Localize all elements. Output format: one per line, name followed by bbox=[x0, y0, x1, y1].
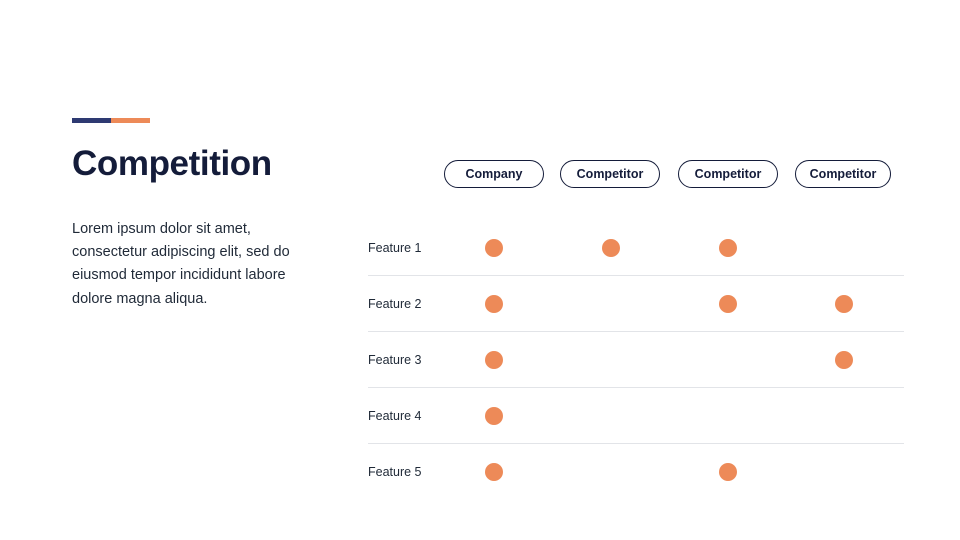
table-row bbox=[368, 220, 904, 276]
accent-bar-navy-segment bbox=[72, 118, 111, 123]
column-header-company[interactable]: Company bbox=[444, 160, 544, 188]
row-label-feature-4: Feature 4 bbox=[368, 408, 422, 423]
row-label-feature-3: Feature 3 bbox=[368, 352, 422, 367]
slide-left-column bbox=[72, 118, 352, 311]
page-title: Competition bbox=[72, 144, 272, 183]
column-header-competitor-1[interactable]: Competitor bbox=[560, 160, 660, 188]
accent-bar bbox=[72, 118, 150, 123]
filled-circle-icon bbox=[835, 295, 853, 313]
filled-circle-icon bbox=[485, 463, 503, 481]
body-paragraph: Lorem ipsum dolor sit amet, consectetur adipiscing elit, sed do eiusmod tempor incididunt labore dolore magna aliqua. bbox=[72, 220, 290, 307]
column-header-competitor-3[interactable]: Competitor bbox=[795, 160, 891, 188]
table-row bbox=[368, 444, 904, 499]
filled-circle-icon bbox=[485, 239, 503, 257]
accent-bar-orange-segment bbox=[111, 118, 150, 123]
row-label-feature-2: Feature 2 bbox=[368, 296, 422, 311]
filled-circle-icon bbox=[719, 463, 737, 481]
filled-circle-icon bbox=[485, 295, 503, 313]
filled-circle-icon bbox=[485, 407, 503, 425]
filled-circle-icon bbox=[835, 351, 853, 369]
table-row bbox=[368, 276, 904, 332]
table-body bbox=[368, 220, 904, 499]
row-label-feature-5: Feature 5 bbox=[368, 464, 422, 479]
table-row bbox=[368, 388, 904, 444]
column-header-competitor-2[interactable]: Competitor bbox=[678, 160, 778, 188]
comparison-table bbox=[368, 160, 904, 499]
table-row bbox=[368, 332, 904, 388]
filled-circle-icon bbox=[719, 295, 737, 313]
filled-circle-icon bbox=[719, 239, 737, 257]
filled-circle-icon bbox=[602, 239, 620, 257]
table-header-row bbox=[368, 160, 904, 194]
filled-circle-icon bbox=[485, 351, 503, 369]
row-label-feature-1: Feature 1 bbox=[368, 240, 422, 255]
